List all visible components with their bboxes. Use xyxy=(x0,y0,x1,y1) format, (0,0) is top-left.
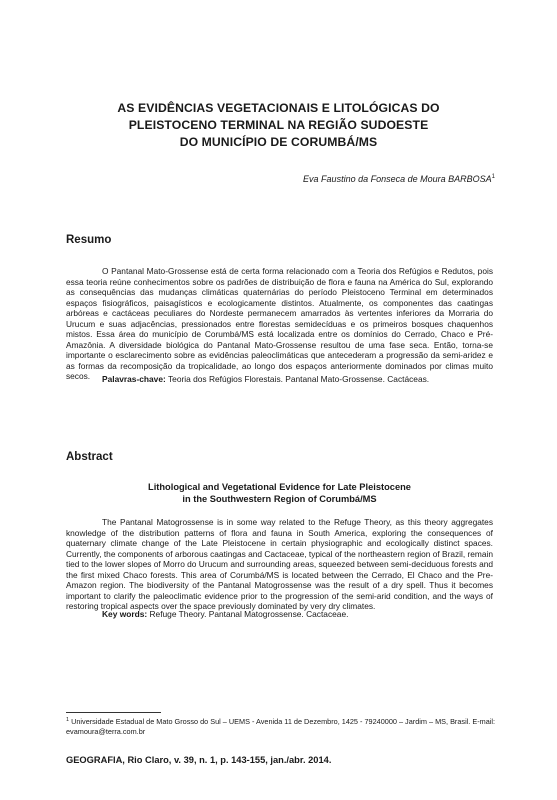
abstract-keywords xyxy=(102,609,348,619)
author-footnote-mark: 1 xyxy=(491,174,495,180)
footnote-text: Universidade Estadual de Mato Grosso do Sul – UEMS - Avenida 11 de Dezembro, 1425 - 79240000 – Jardim – MS, Brasil. E-mail: evamoura@terra.com.br xyxy=(66,717,496,736)
footnote-mark: 1 xyxy=(66,717,70,723)
author-line xyxy=(303,174,495,184)
abstract-body: The Pantanal Matogrossense is in some way related to the Refuge Theory, as this theory aggregates knowledge of the distribution patterns of flora and fauna in South America, exploring the consequences of quaternary climate change of the Late Pleistocene in certain physiographic and ecologically distinct spaces. Currently, the components of arborous caatingas and Cactaceae, typical of the northeastern region of Brazil, remain tied to the lower slopes of Morro do Urucum and surrounding areas, squeezed between semi-deciduous forests and the first mixed Chaco forests. This area of Corumbá/MS is located between the Cerrado, El Chaco and the Pre-Amazon region. The biodiversity of the Pantanal Matogrossense was the result of a dry spell. Thus it becomes important to clarify the paleoclimatic evidence prior to the progression of the semi-arid condition, and the ways of restoring tropical aspects over the space previously dominated by very dry climates. xyxy=(66,517,494,611)
resumo-heading: Resumo xyxy=(66,234,112,246)
resumo-keywords-text: Teoria dos Refúgios Florestais. Pantanal Mato-Grossense. Cactáceas. xyxy=(167,374,430,384)
footnote xyxy=(66,715,497,737)
resumo-body: O Pantanal Mato-Grossense está de certa forma relacionado com a Teoria dos Refúgios e Redutos, pois essa teoria reúne conhecimentos sobre os padrões de distribuição de flora e fauna na América do Sul, explorando as consequências das mudanças climáticas quaternárias do período Pleistoceno Terminal em determinados espaços fisiográficos, paisagísticos e ecologicamente distintos. Atualmente, os componentes das caatingas arbóreas e cactáceas peculiares do Nordeste permanecem amarrados às vertentes inferiores da Morraria do Urucum e suas adjacências, pressionados entre florestas semidecíduas e os primeiros bosques chaquenhos mistos. Essa área do município de Corumbá/MS está localizada entre os domínios do Cerrado, Chaco e Pré-Amazônia. A diversidade biológica do Pantanal Mato-Grossense resultou de uma fase seca. Então, torna-se importante o esclarecimento sobre as evidências paleoclimáticas que antecederam a progressão da semi-aridez e as formas da recomposição da tropicalidade, ao longo dos espaços anteriormente dominados por climas muito secos. xyxy=(66,266,493,381)
abstract-title xyxy=(66,481,493,505)
title-line-3: DO MUNICÍPIO DE CORUMBÁ/MS xyxy=(179,135,378,149)
abstract-heading: Abstract xyxy=(66,451,113,463)
abstract-title-line-1: Lithological and Vegetational Evidence for Late Pleistocene xyxy=(148,482,411,492)
resumo-keywords-label: Palavras-chave: xyxy=(102,374,166,384)
article-title xyxy=(60,100,497,151)
abstract-keywords-label: Key words: xyxy=(102,609,148,619)
title-line-2: PLEISTOCENO TERMINAL NA REGIÃO SUDOESTE xyxy=(128,118,429,132)
abstract-keywords-text: Refuge Theory. Pantanal Matogrossense. Cactaceae. xyxy=(149,609,349,619)
title-line-1: AS EVIDÊNCIAS VEGETACIONAIS E LITOLÓGICAS DO xyxy=(117,101,440,115)
author-name: Eva Faustino da Fonseca de Moura BARBOSA xyxy=(303,174,492,184)
resumo-keywords xyxy=(102,374,429,384)
footnote-divider xyxy=(66,712,161,713)
abstract-title-line-2: in the Southwestern Region of Corumbá/MS xyxy=(182,494,377,504)
journal-citation: GEOGRAFIA, Rio Claro, v. 39, n. 1, p. 143-155, jan./abr. 2014. xyxy=(66,755,332,765)
